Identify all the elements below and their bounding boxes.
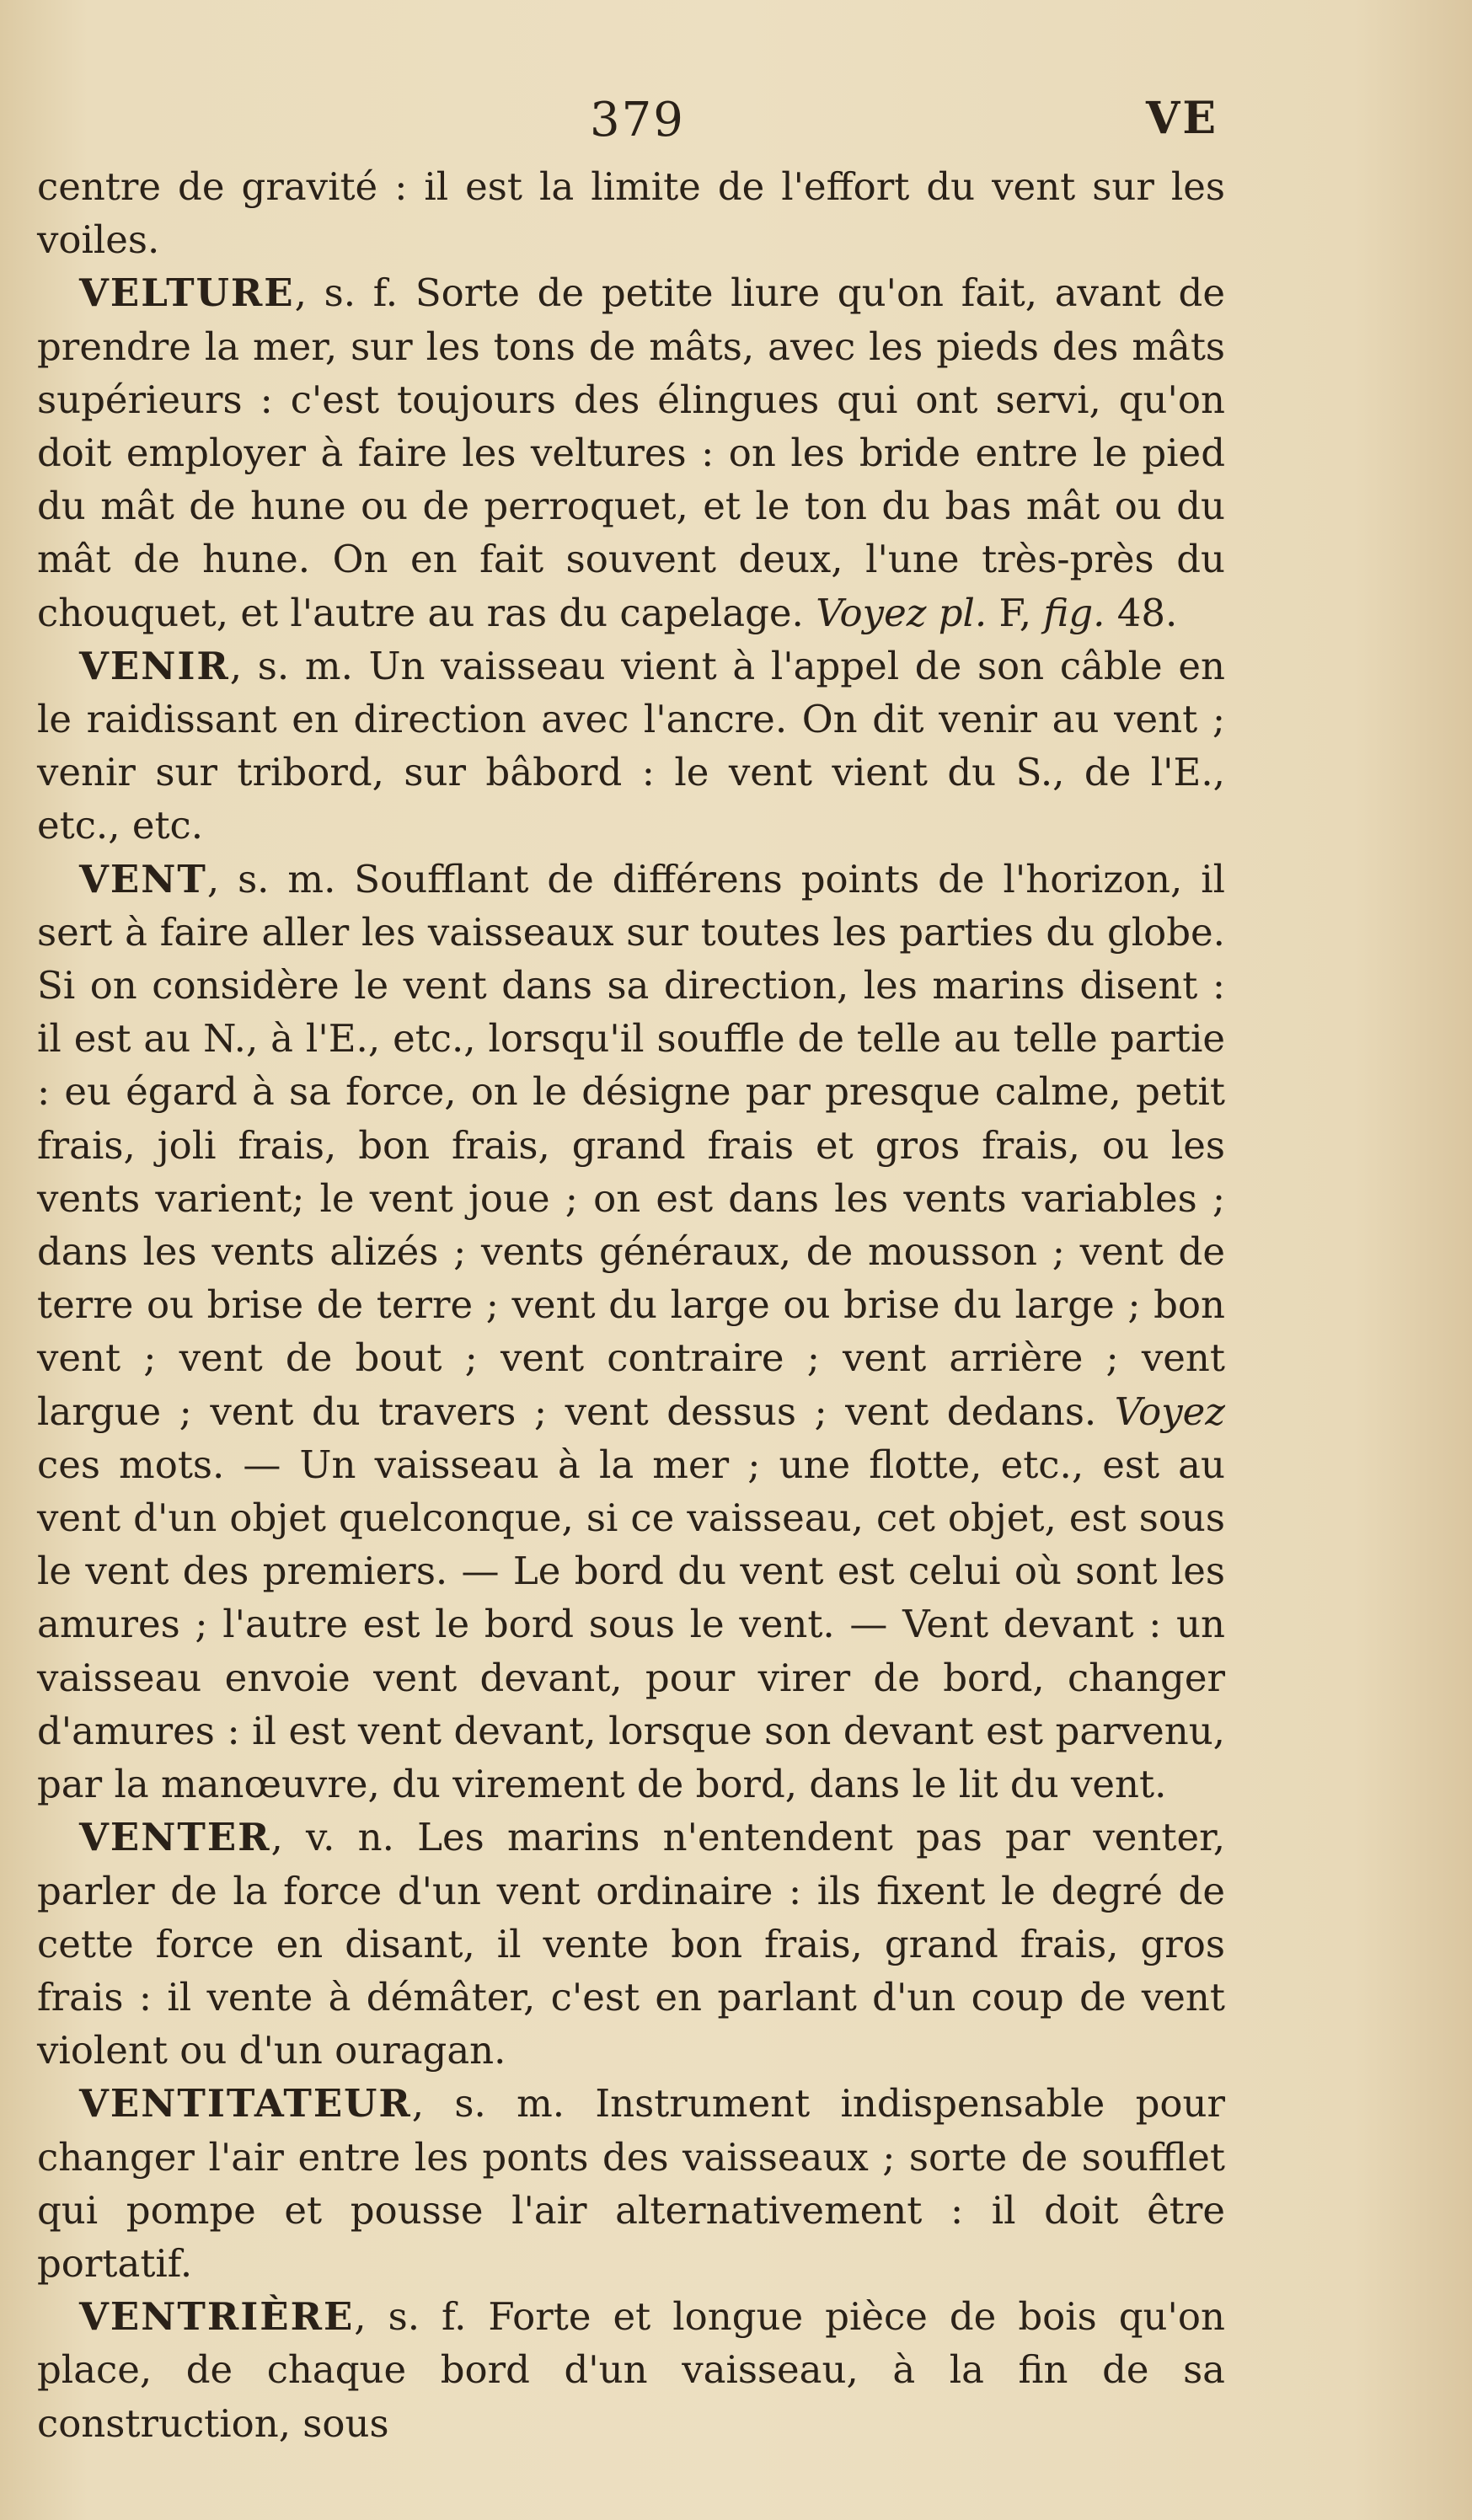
entry-venter bbox=[37, 1811, 1225, 2077]
entry-ventitateur bbox=[37, 2077, 1225, 2290]
headword: VENTER bbox=[79, 1815, 271, 1860]
definition-text: , s. f. Sorte de petite liure qu'on fait, avant de prendre la mer, sur les tons de mâts, avec les pieds des mâts supérieurs : c'est toujours des élingues qui ont servi, qu'on doit employer à faire les veltures : on les bride entre le pied du mât de hune ou de perroquet, et le ton du bas mât ou du mât de hune. On en fait souvent deux, l'une très-près du chouquet, et l'autre au ras du capelage. bbox=[37, 270, 1225, 635]
definition-text: , s. f. Forte et longue pièce de bois qu'on place, de chaque bord d'un vaisseau, à la fin de sa construction, sous bbox=[37, 2294, 1225, 2446]
paragraph-continuation bbox=[37, 160, 1225, 266]
headword: VENIR bbox=[79, 643, 230, 688]
cross-reference: Voyez bbox=[1114, 1388, 1225, 1434]
headword: VENTRIÈRE bbox=[79, 2294, 355, 2340]
headword: VENT bbox=[79, 856, 207, 902]
plate-reference: F, bbox=[987, 590, 1044, 635]
body-text bbox=[37, 160, 1225, 2450]
page-header bbox=[0, 93, 1472, 152]
definition-text: , s. m. Instrument indispensable pour changer l'air entre les ponts des vaisseaux ; sorte de soufflet qui pompe et pousse l'air alternativement : il doit être portatif. bbox=[37, 2081, 1225, 2286]
headword: VENTITATEUR bbox=[79, 2081, 412, 2127]
definition-text: , s. m. Soufflant de différens points de l'horizon, il sert à faire aller les vaisseaux sur toutes les parties du globe. Si on considère le vent dans sa direction, les marins disent : il est au N., à l'E., etc., lorsqu'il souffle de telle au telle partie : eu égard à sa force, on le désigne par presque calme, petit frais, joli frais, bon frais, grand frais et gros frais, ou les vents varient; le vent joue ; on est dans les vents variables ; dans les vents alizés ; vents généraux, de mousson ; vent de terre ou brise de terre ; vent du large ou brise du large ; bon vent ; vent de bout ; vent contraire ; vent arrière ; vent largue ; vent du travers ; vent dessus ; vent dedans. bbox=[37, 856, 1225, 1434]
figure-number: 48. bbox=[1105, 590, 1178, 635]
entry-ventriere bbox=[37, 2290, 1225, 2450]
definition-text: , v. n. Les marins n'entendent pas par venter, parler de la force d'un vent ordinaire : ils fixent le degré de cette force en disant, il vente bon frais, grand frais, gros frais : il vente à démâter, c'est en parlant d'un coup de vent violent ou d'un ouragan. bbox=[37, 1815, 1225, 2073]
definition-text-continued: ces mots. — Un vaisseau à la mer ; une flotte, etc., est au vent d'un objet quelconque, si ce vaisseau, cet objet, est sous le vent des premiers. — Le bord du vent est celui où sont les amures ; l'autre est le bord sous le vent. — Vent devant : un vaisseau envoie vent devant, pour virer de bord, changer d'amures : il est vent devant, lorsque son devant est parvenu, par la manœuvre, du virement de bord, dans le lit du vent. bbox=[37, 1442, 1225, 1807]
definition-text: , s. m. Un vaisseau vient à l'appel de son câble en le raidissant en direction avec l'ancre. On dit venir au vent ; venir sur tribord, sur bâbord : le vent vient du S., de l'E., etc., etc. bbox=[37, 643, 1225, 848]
entry-vent bbox=[37, 853, 1225, 1811]
cross-reference: Voyez pl. bbox=[816, 590, 988, 635]
headword: VELTURE bbox=[79, 270, 295, 316]
figure-label: fig. bbox=[1043, 590, 1105, 635]
entry-velture bbox=[37, 266, 1225, 639]
page-number: 379 bbox=[590, 93, 685, 147]
entry-venir bbox=[37, 639, 1225, 853]
running-head: VE bbox=[1146, 93, 1218, 144]
paragraph-text: centre de gravité : il est la limite de l'effort du vent sur les voiles. bbox=[37, 164, 1225, 263]
